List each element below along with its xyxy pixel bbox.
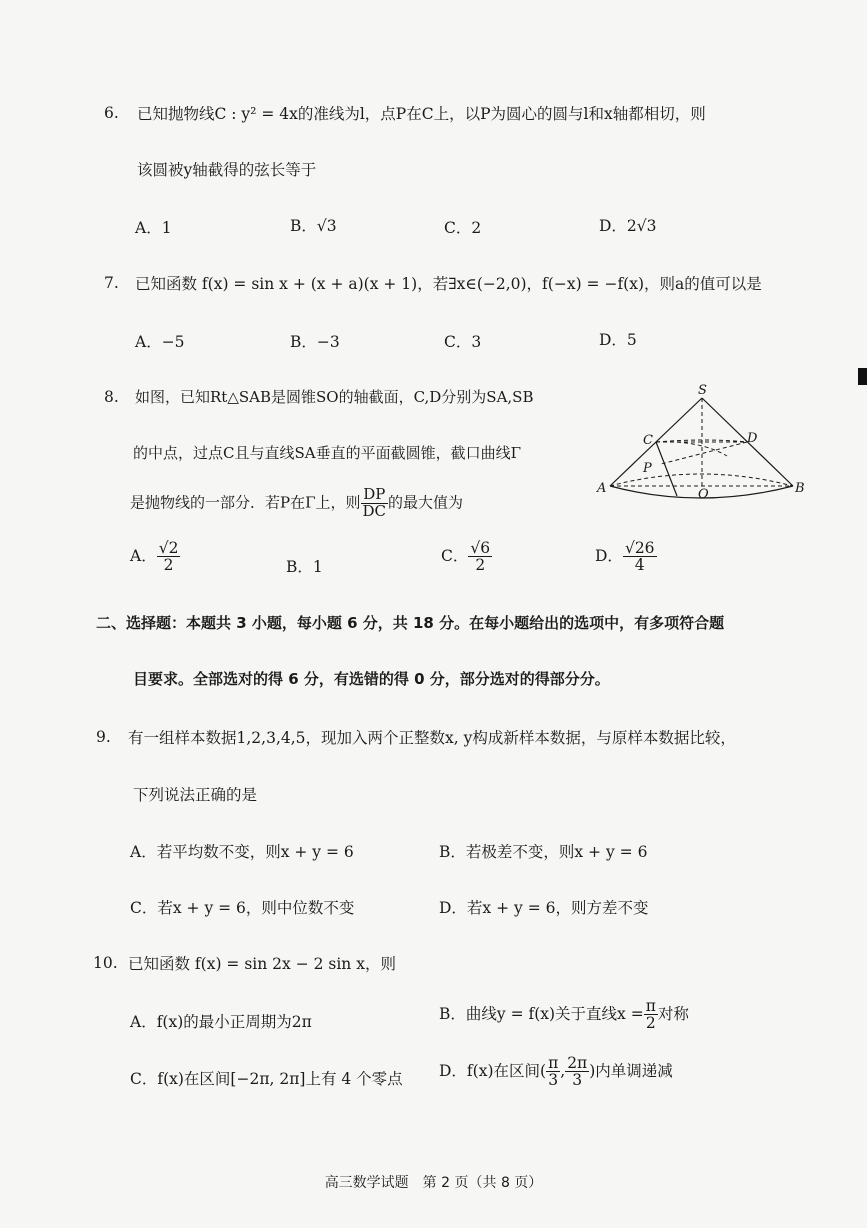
- scan-edge-mark: [858, 368, 867, 385]
- page-footer: 高三数学试题 第 2 页（共 8 页）: [324, 1175, 543, 1191]
- q8-opt-d-den: 4: [634, 556, 645, 575]
- q8-opt-c-num: √6: [470, 539, 491, 557]
- section-curve-front: [656, 442, 677, 496]
- q8-option-b: B．1: [286, 558, 323, 576]
- q8-stem-line2: 的中点，过点C且与直线SA垂直的平面截圆锥，截口曲线Γ: [133, 444, 521, 462]
- cone-figure: [595, 380, 810, 505]
- q8-opt-d-label: D．: [595, 546, 623, 565]
- q8-opt-a-label: A．: [130, 546, 157, 565]
- q7-option-b: B．−3: [290, 333, 340, 351]
- q8-fraction-dp-dc: [361, 487, 389, 520]
- q10-opt-d-d1: 3: [548, 1071, 559, 1090]
- q9-option-b: B．若极差不变，则x + y = 6: [439, 843, 648, 861]
- q10-opt-d-d2: 3: [572, 1071, 583, 1090]
- label-d: D: [747, 431, 758, 446]
- q10-opt-b-post: 对称: [657, 1004, 689, 1023]
- q10-opt-d-n2: 2π: [567, 1054, 588, 1072]
- q6-stem-line2: 该圆被y轴截得的弦长等于: [137, 161, 317, 179]
- q10-option-d: [439, 1055, 673, 1089]
- q8-number: 8.: [104, 388, 119, 406]
- label-b: B: [795, 481, 805, 496]
- label-a: A: [597, 481, 607, 496]
- q8-option-a: [130, 540, 180, 574]
- label-c: C: [643, 433, 653, 448]
- q10-stem-line1: 已知函数 f(x) = sin 2x − 2 sin x，则: [128, 955, 396, 973]
- q6-option-d: D．2√3: [599, 217, 657, 235]
- q8-opt-a-den: 2: [163, 556, 174, 575]
- q7-number: 7.: [104, 274, 119, 292]
- q10-opt-d-n1: π: [548, 1054, 559, 1072]
- q10-option-a: A．f(x)的最小正周期为2π: [130, 1013, 312, 1031]
- q10-number: 10.: [93, 954, 118, 972]
- q10-opt-b-num: π: [645, 997, 656, 1015]
- q10-option-b: [439, 998, 689, 1032]
- section2-heading-line2: 目要求。全部选对的得 6 分，有选错的得 0 分，部分选对的得部分分。: [133, 670, 610, 688]
- q6-stem-line1: 已知抛物线C : y² = 4x的准线为l，点P在C上，以P为圆心的圆与l和x轴都相切，则: [137, 105, 706, 123]
- q10-opt-b-pre: B．曲线y = f(x)关于直线x =: [439, 1004, 644, 1023]
- section2-heading-line1: 二、选择题：本题共 3 小题，每小题 6 分，共 18 分。在每小题给出的选项中，有多项符合题: [96, 614, 725, 632]
- q8-opt-a-num: √2: [158, 539, 179, 557]
- q7-option-a: A．−5: [135, 333, 185, 351]
- q6-option-b: B．√3: [290, 217, 337, 235]
- q9-option-d: D．若x + y = 6，则方差不变: [439, 899, 649, 917]
- q10-opt-d-pre: D．f(x)在区间(: [439, 1061, 547, 1080]
- q6-option-a: A．1: [135, 219, 172, 237]
- q9-option-c: C．若x + y = 6，则中位数不变: [130, 899, 355, 917]
- q8-opt-d-num: √26: [624, 539, 655, 557]
- label-o: O: [698, 487, 709, 502]
- q8-option-d: [595, 540, 657, 574]
- curve-c-to-back: [656, 442, 727, 456]
- q8-line3-post: 的最大值为: [388, 493, 464, 512]
- q10-option-c: C．f(x)在区间[−2π, 2π]上有 4 个零点: [130, 1070, 403, 1088]
- q8-opt-c-label: C．: [441, 546, 469, 565]
- label-s: S: [698, 383, 707, 398]
- q9-number: 9.: [96, 728, 111, 746]
- q8-line3-pre: 是抛物线的一部分．若P在Γ上，则: [130, 493, 361, 512]
- q7-stem-line1: 已知函数 f(x) = sin x + (x + a)(x + 1)，若∃x∈(−2,0)，f(−x) = −f(x)，则a的值可以是: [135, 275, 762, 293]
- q8-frac-den: DC: [362, 501, 387, 520]
- q6-option-c: C．2: [444, 219, 482, 237]
- q10-opt-d-post: )内单调递减: [589, 1061, 673, 1080]
- q8-stem-line1: 如图，已知Rt△SAB是圆锥SO的轴截面，C,D分别为SA,SB: [135, 388, 534, 406]
- q7-option-d: D．5: [599, 331, 637, 349]
- q7-option-c: C．3: [444, 333, 482, 351]
- q10-opt-b-den: 2: [645, 1014, 656, 1033]
- q9-option-a: A．若平均数不变，则x + y = 6: [130, 843, 354, 861]
- q8-stem-line3: [130, 487, 463, 520]
- q6-number: 6.: [104, 104, 119, 122]
- q8-opt-c-den: 2: [475, 556, 486, 575]
- q8-option-c: [441, 540, 492, 574]
- q9-stem-line1: 有一组样本数据1,2,3,4,5，现加入两个正整数x, y构成新样本数据，与原样本数据比较，: [128, 729, 736, 747]
- label-p: P: [643, 461, 652, 476]
- q10-opt-d-sep: ,: [560, 1061, 566, 1080]
- segment-dp: [661, 442, 747, 464]
- q8-frac-num: DP: [361, 487, 389, 504]
- q9-stem-line2: 下列说法正确的是: [133, 786, 258, 804]
